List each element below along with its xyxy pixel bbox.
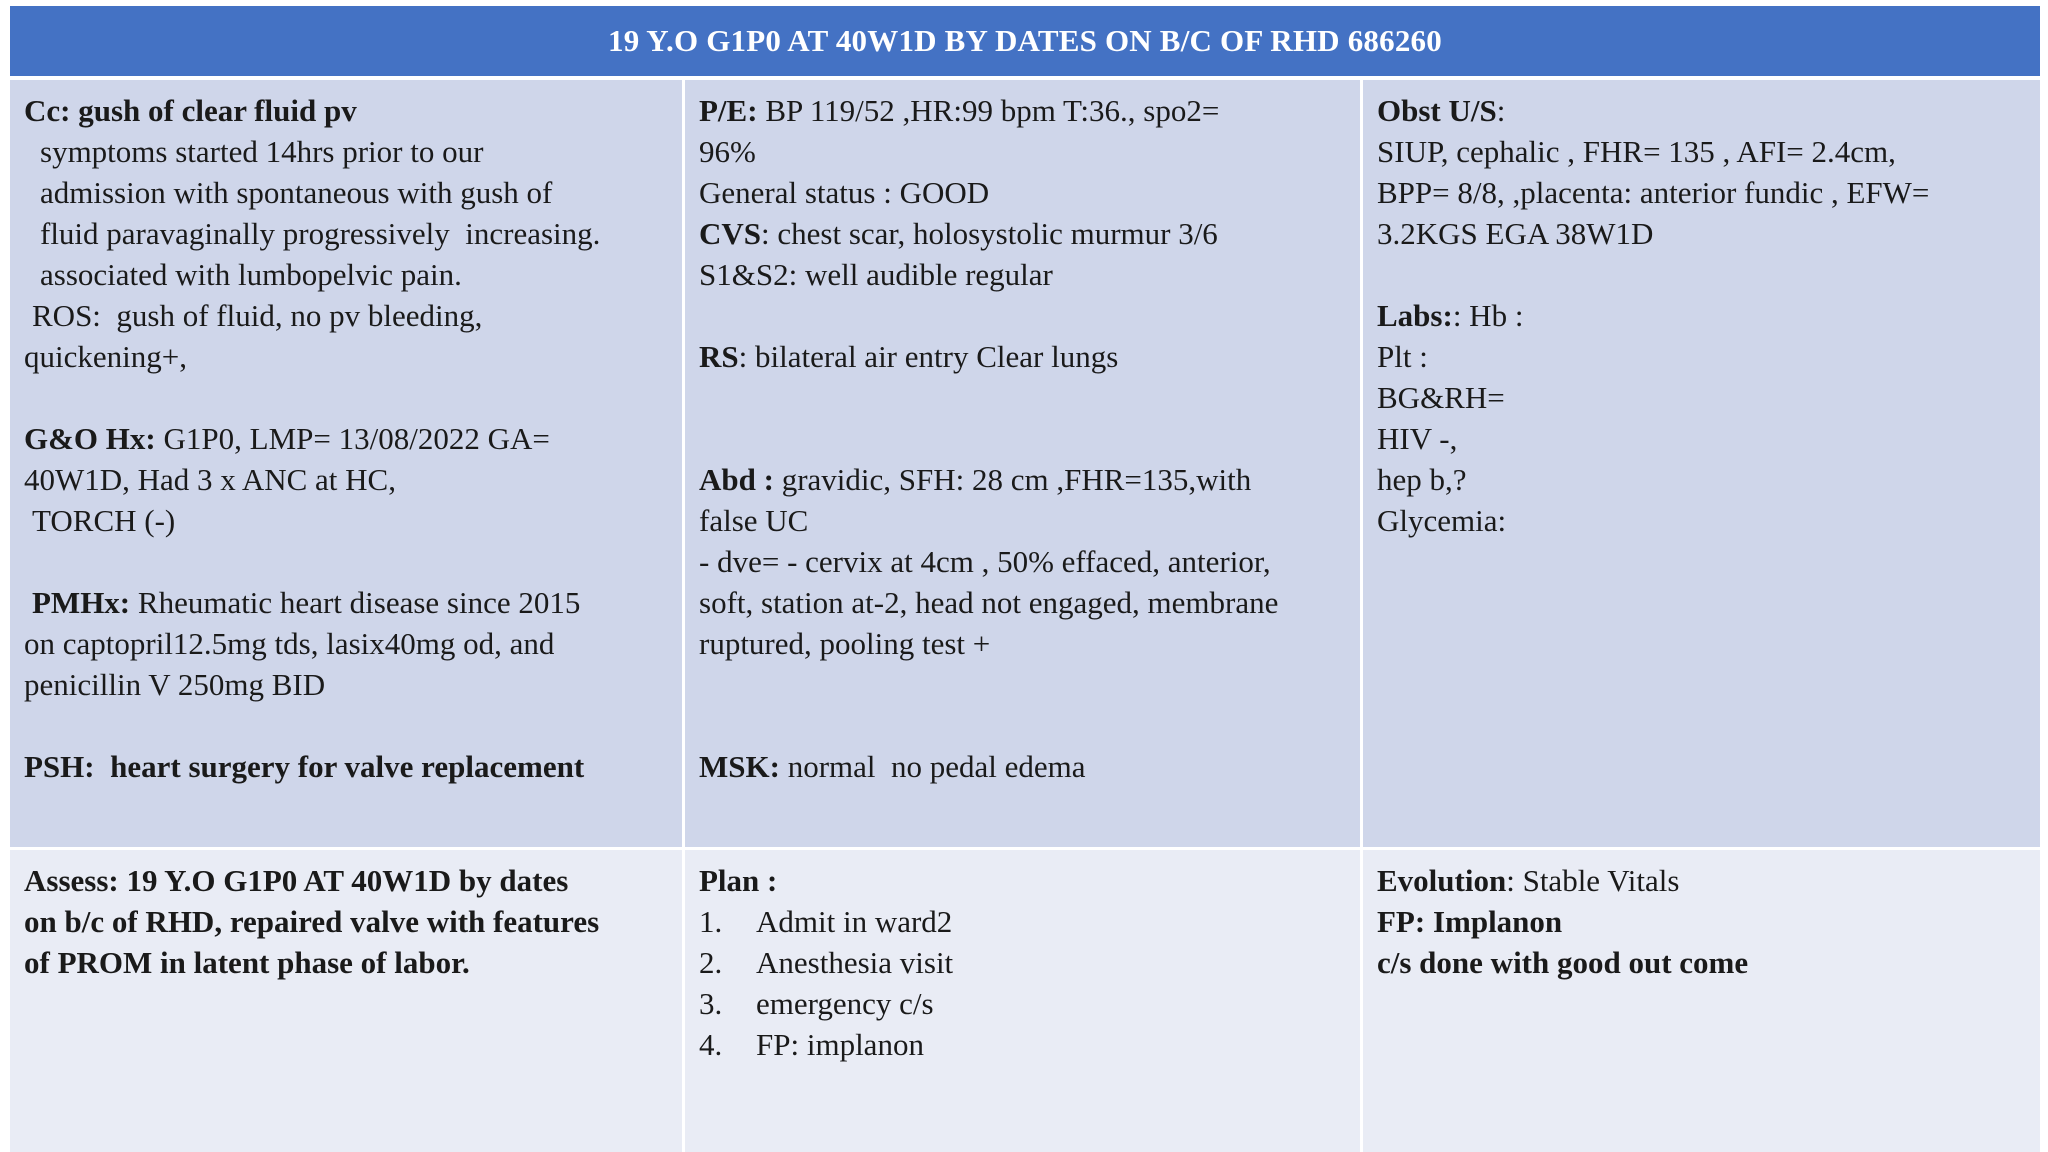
cc-line-3: fluid paravaginally progressively increasing. xyxy=(40,216,601,251)
lab-item: Plt : xyxy=(1377,339,1428,374)
fp-line: FP: Implanon xyxy=(1377,904,1563,939)
dve-line-2: soft, station at-2, head not engaged, membrane xyxy=(699,585,1279,620)
lab-item: Glycemia: xyxy=(1377,503,1507,538)
history-cell xyxy=(10,80,685,850)
cvs-line-2: S1&S2: well audible regular xyxy=(699,257,1053,292)
lab-item: HIV -, xyxy=(1377,421,1458,456)
plan-cell xyxy=(685,850,1363,1152)
go-history-line-2: 40W1D, Had 3 x ANC at HC, xyxy=(24,462,396,497)
dve-line-1: - dve= - cervix at 4cm , 50% effaced, anterior, xyxy=(699,544,1271,579)
plan-item: 1. Admit in ward2 xyxy=(699,904,953,939)
plan-item: 2. Anesthesia visit xyxy=(699,945,954,980)
general-status: General status : GOOD xyxy=(699,175,990,210)
go-history: G&O Hx: G1P0, LMP= 13/08/2022 GA= xyxy=(24,421,550,456)
torch-line: TORCH (-) xyxy=(32,503,176,538)
pe-vitals: P/E: BP 119/52 ,HR:99 bpm T:36., spo2= xyxy=(699,93,1220,128)
us-line-3: 3.2KGS EGA 38W1D xyxy=(1377,216,1654,251)
pmhx-line-2: on captopril12.5mg tds, lasix40mg od, and xyxy=(24,626,555,661)
ros-line-1: ROS: gush of fluid, no pv bleeding, xyxy=(32,298,483,333)
pe-vitals-line-2: 96% xyxy=(699,134,756,169)
labs: Labs:: Hb : xyxy=(1377,298,1524,333)
lab-item: hep b,? xyxy=(1377,462,1467,497)
pmhx: PMHx: Rheumatic heart disease since 2015 xyxy=(32,585,581,620)
dve-line-3: ruptured, pooling test + xyxy=(699,626,991,661)
plan-label: Plan : xyxy=(699,863,778,898)
assessment-line-1: Assess: 19 Y.O G1P0 AT 40W1D by dates xyxy=(24,863,569,898)
obst-us: Obst U/S: xyxy=(1377,93,1506,128)
plan-item: 4. FP: implanon xyxy=(699,1027,924,1062)
cc-line-4: associated with lumbopelvic pain. xyxy=(40,257,462,292)
rs: RS: bilateral air entry Clear lungs xyxy=(699,339,1119,374)
msk: MSK: normal no pedal edema xyxy=(699,749,1086,784)
exam-cell xyxy=(685,80,1363,850)
cvs: CVS: chest scar, holosystolic murmur 3/6 xyxy=(699,216,1218,251)
cc-line-2: admission with spontaneous with gush of xyxy=(40,175,553,210)
us-line-1: SIUP, cephalic , FHR= 135 , AFI= 2.4cm, xyxy=(1377,134,1896,169)
case-summary-table xyxy=(10,6,2040,1152)
evolution: Evolution: Stable Vitals xyxy=(1377,863,1680,898)
psh: PSH: heart surgery for valve replacement xyxy=(24,749,585,784)
investigations-cell xyxy=(1363,80,2040,850)
assessment-line-2: on b/c of RHD, repaired valve with features xyxy=(24,904,600,939)
ros-line-2: quickening+, xyxy=(24,339,187,374)
lab-item: BG&RH= xyxy=(1377,380,1505,415)
abd-line-2: false UC xyxy=(699,503,809,538)
cc-line-1: symptoms started 14hrs prior to our xyxy=(40,134,484,169)
assessment-cell xyxy=(10,850,685,1152)
abd: Abd : gravidic, SFH: 28 cm ,FHR=135,with xyxy=(699,462,1252,497)
assessment-line-3: of PROM in latent phase of labor. xyxy=(24,945,470,980)
plan-list xyxy=(699,901,1346,1065)
outcome-line: c/s done with good out come xyxy=(1377,945,1749,980)
plan-item: 3. emergency c/s xyxy=(699,986,934,1021)
evolution-cell xyxy=(1363,850,2040,1152)
pmhx-line-3: penicillin V 250mg BID xyxy=(24,667,326,702)
us-line-2: BPP= 8/8, ,placenta: anterior fundic , EFW= xyxy=(1377,175,1930,210)
case-title: 19 Y.O G1P0 AT 40W1D BY DATES ON B/C OF RHD 686260 xyxy=(10,6,2040,80)
chief-complaint: Cc: gush of clear fluid pv xyxy=(24,93,357,128)
